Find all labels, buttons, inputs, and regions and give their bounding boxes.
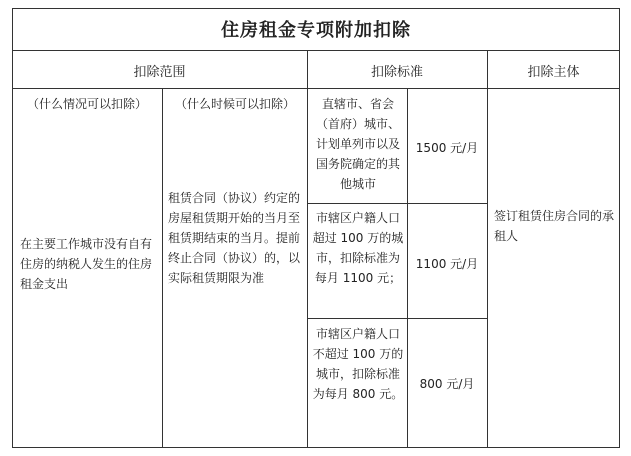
scope-when-text: 租赁合同（协议）约定的房屋租赁期开始的当月至租赁期结束的当月。提前终止合同（协议）的，以实际租赁期限为准 <box>168 191 301 285</box>
standard-amount-2: 1100 元/月 <box>415 257 479 271</box>
standard-condition-2: 市辖区户籍人口超过 100 万的城市，扣除标准为每月 1100 元； <box>312 211 404 285</box>
header-standard: 扣除标准 <box>370 65 423 80</box>
deduction-table <box>12 8 620 448</box>
standard-condition-1: 直辖市、省会（首府）城市、计划单列市以及国务院确定的其他城市 <box>315 97 400 191</box>
standard-amount-1: 1500 元/月 <box>415 141 479 155</box>
standard-amount-3: 800 元/月 <box>419 377 475 391</box>
scope-what-header: （什么情况可以扣除） <box>26 97 147 111</box>
header-subject: 扣除主体 <box>527 65 580 80</box>
header-scope: 扣除范围 <box>133 65 186 80</box>
scope-when-header: （什么时候可以扣除） <box>174 97 295 111</box>
standard-condition-3: 市辖区户籍人口不超过 100 万的城市，扣除标准为每月 800 元。 <box>312 327 404 401</box>
table-title: 住房租金专项附加扣除 <box>221 20 411 41</box>
subject-text: 签订租赁住房合同的承租人 <box>494 209 615 243</box>
scope-what-text: 在主要工作城市没有自有住房的纳税人发生的住房租金支出 <box>20 237 153 291</box>
